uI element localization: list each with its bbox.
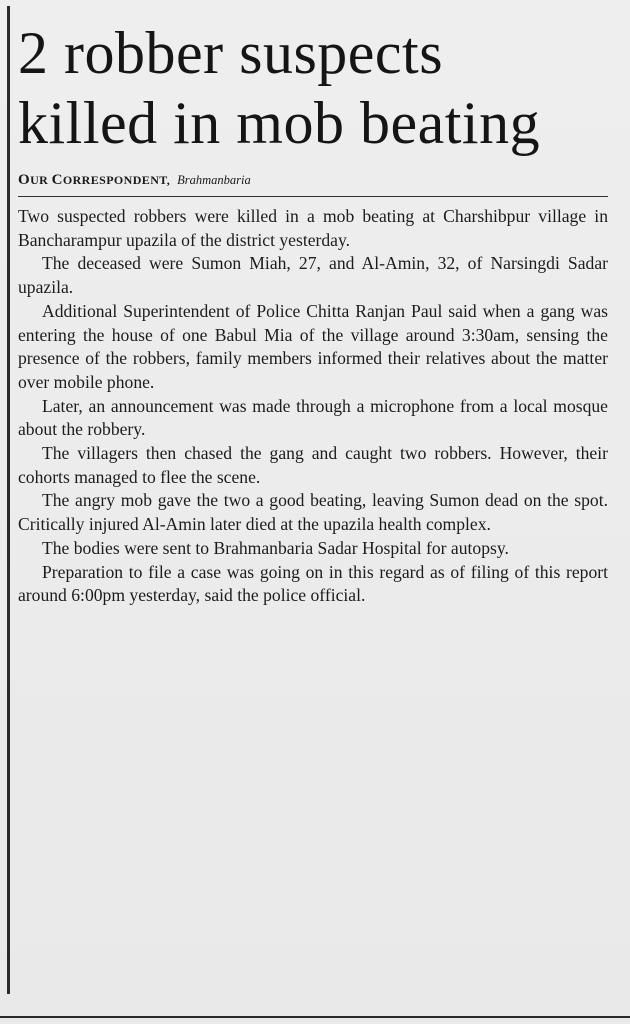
article-body: [18, 205, 608, 608]
column-rule-left: [7, 6, 10, 994]
paragraph: The bodies were sent to Brahmanbaria Sadar Hospital for autopsy.: [42, 537, 509, 558]
byline-divider: [18, 196, 608, 197]
byline-source-initial: O: [18, 172, 31, 188]
paragraph: The deceased were Sumon Miah, 27, and Al-Amin, 32, of Narsingdi Sadar upazila.: [18, 253, 608, 298]
paragraph: The angry mob gave the two a good beating, leaving Sumon dead on the spot. Critically injured Al-Amin later died at the upazila health complex.: [18, 490, 608, 535]
paragraph: Additional Superintendent of Police Chitta Ranjan Paul said when a gang was entering the house of one Babul Mia of the village around 3:30am, sensing the presence of the robbers, family members informed their relatives about the matter over mobile phone.: [18, 300, 608, 392]
byline-source-rest-2: ORRESPONDENT,: [62, 173, 171, 187]
paragraph: Later, an announcement was made through a microphone from a local mosque about the robbery.: [18, 395, 608, 440]
byline-source-rest: UR: [30, 173, 52, 187]
article: [18, 18, 608, 608]
paragraph: Two suspected robbers were killed in a mob beating at Charshibpur village in Bancharampur upazila of the district yesterday.: [18, 206, 608, 250]
byline-place: Brahmanbaria: [177, 173, 251, 187]
paragraph: Preparation to file a case was going on in this regard as of filing of this report around 6:00pm yesterday, said the police official.: [18, 561, 608, 606]
headline: 2 robber suspects killed in mob beating: [18, 20, 541, 156]
byline-source-initial-2: C: [51, 172, 63, 188]
byline: [18, 171, 608, 190]
paragraph: The villagers then chased the gang and caught two robbers. However, their cohorts managed to flee the scene.: [18, 443, 608, 487]
column-rule-bottom: [0, 1016, 630, 1018]
